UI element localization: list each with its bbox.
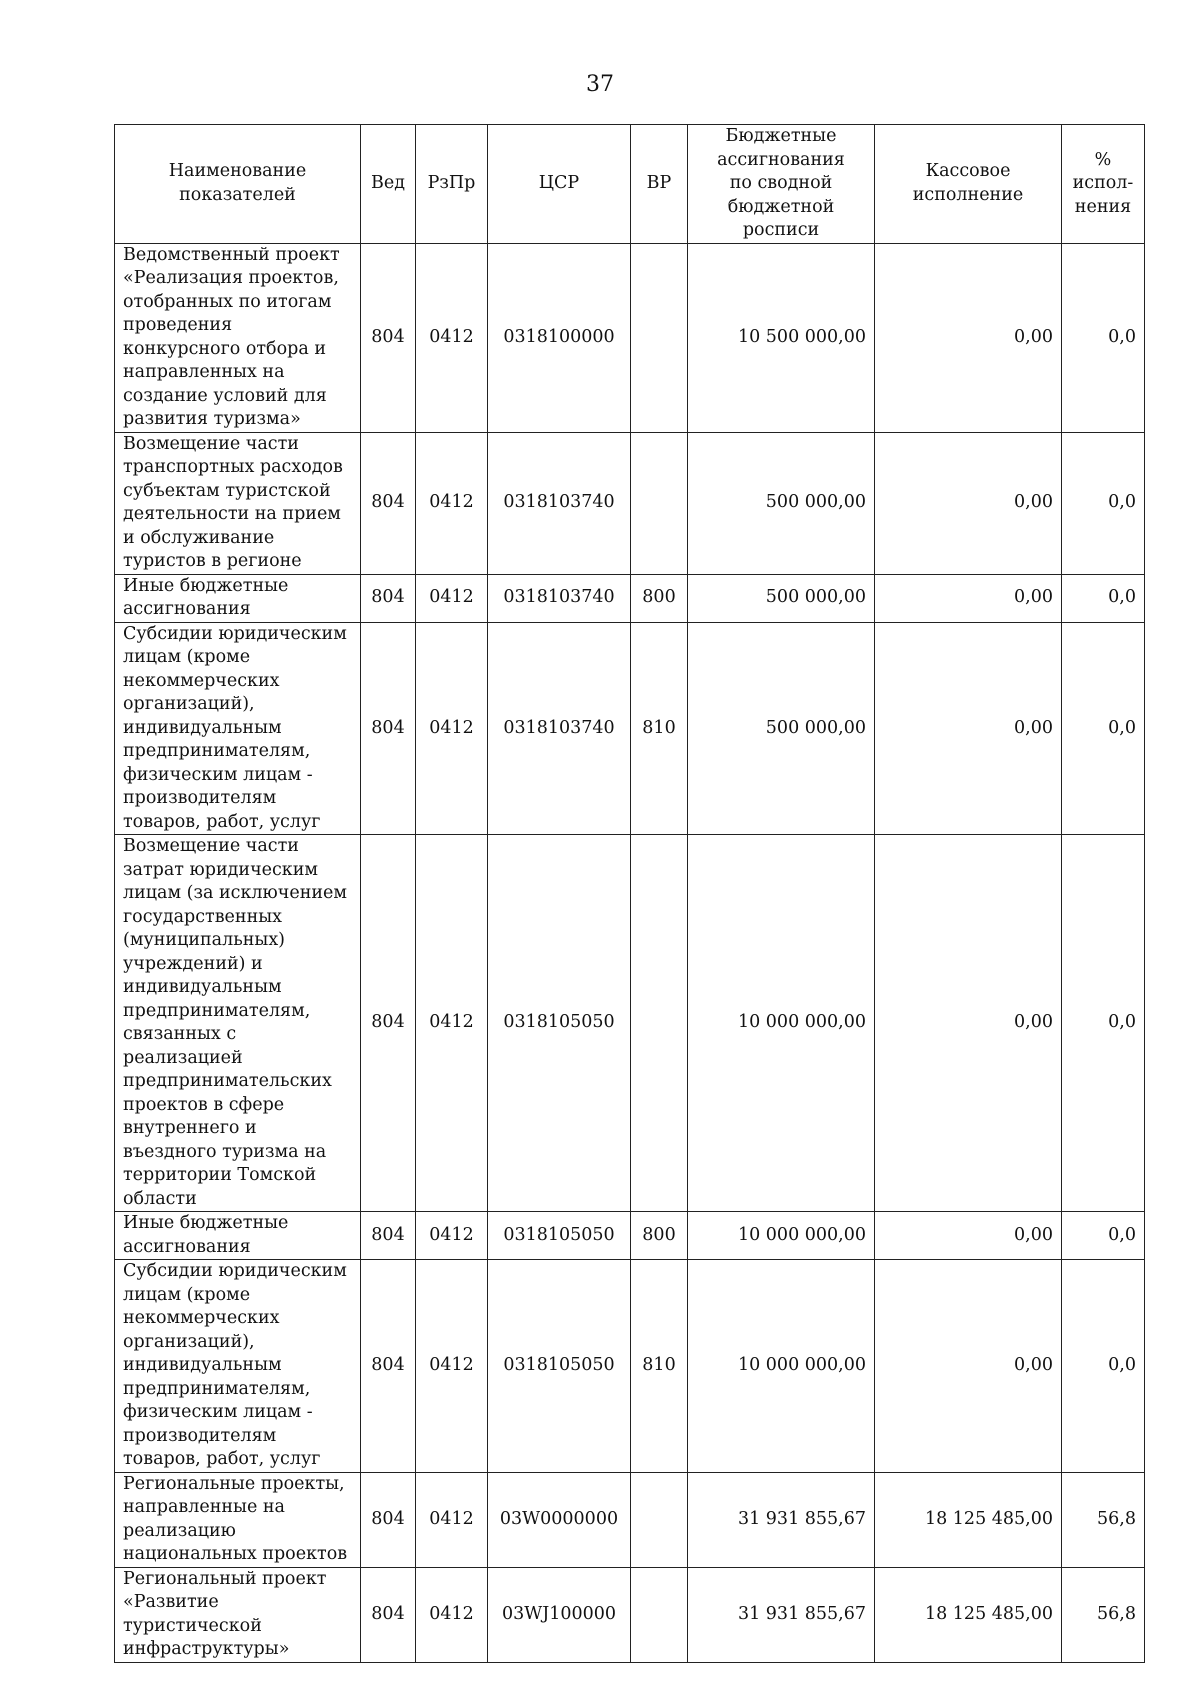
row-csr: 03W0000000 [488, 1472, 631, 1567]
header-vr: ВР [631, 125, 688, 244]
table-row [115, 1567, 1145, 1662]
table-row [115, 835, 1145, 1212]
row-cash: 0,00 [875, 835, 1062, 1212]
header-csr: ЦСР [488, 125, 631, 244]
header-pct: % испол-нения [1062, 125, 1145, 244]
header-rzpr: РзПр [416, 125, 488, 244]
row-ved: 804 [361, 835, 416, 1212]
row-budget: 31 931 855,67 [688, 1472, 875, 1567]
row-name: Возмещение части затрат юридическим лицам (за исключением государственных (муниципальных) учреждений) и индивидуальным предпринимателям, связанных с реализацией предпринимательских проектов в сфере внутреннего и въездного туризма на территории Томской области [115, 835, 361, 1212]
row-name: Субсидии юридическим лицам (кроме некоммерческих организаций), индивидуальным предпринимателям, физическим лицам - производителям товаров, работ, услуг [115, 622, 361, 835]
row-pct: 56,8 [1062, 1472, 1145, 1567]
row-name: Иные бюджетные ассигнования [115, 1212, 361, 1260]
row-ved: 804 [361, 1472, 416, 1567]
row-cash: 18 125 485,00 [875, 1472, 1062, 1567]
row-pct: 56,8 [1062, 1567, 1145, 1662]
row-budget: 500 000,00 [688, 574, 875, 622]
row-vr [631, 1567, 688, 1662]
row-rzpr: 0412 [416, 835, 488, 1212]
row-csr: 0318105050 [488, 1212, 631, 1260]
table-row [115, 1212, 1145, 1260]
row-ved: 804 [361, 243, 416, 432]
row-csr: 0318105050 [488, 1260, 631, 1473]
row-csr: 0318103740 [488, 574, 631, 622]
header-name: Наименование показателей [115, 125, 361, 244]
row-vr: 800 [631, 1212, 688, 1260]
table-row [115, 622, 1145, 835]
budget-execution-table [114, 124, 1145, 1663]
row-rzpr: 0412 [416, 432, 488, 574]
row-cash: 0,00 [875, 574, 1062, 622]
row-pct: 0,0 [1062, 1212, 1145, 1260]
row-csr: 0318103740 [488, 622, 631, 835]
table-row [115, 1472, 1145, 1567]
row-ved: 804 [361, 574, 416, 622]
row-pct: 0,0 [1062, 1260, 1145, 1473]
row-rzpr: 0412 [416, 243, 488, 432]
row-name: Региональный проект «Развитие туристической инфраструктуры» [115, 1567, 361, 1662]
row-budget: 10 500 000,00 [688, 243, 875, 432]
row-vr [631, 1472, 688, 1567]
row-ved: 804 [361, 432, 416, 574]
row-budget: 31 931 855,67 [688, 1567, 875, 1662]
header-budget: Бюджетные ассигнования по сводной бюджетной росписи [688, 125, 875, 244]
row-pct: 0,0 [1062, 432, 1145, 574]
row-cash: 18 125 485,00 [875, 1567, 1062, 1662]
header-cash: Кассовое исполнение [875, 125, 1062, 244]
row-name: Субсидии юридическим лицам (кроме некоммерческих организаций), индивидуальным предпринимателям, физическим лицам - производителям товаров, работ, услуг [115, 1260, 361, 1473]
row-vr: 800 [631, 574, 688, 622]
row-cash: 0,00 [875, 432, 1062, 574]
row-cash: 0,00 [875, 1260, 1062, 1473]
row-rzpr: 0412 [416, 574, 488, 622]
row-pct: 0,0 [1062, 835, 1145, 1212]
row-rzpr: 0412 [416, 1260, 488, 1473]
row-vr: 810 [631, 622, 688, 835]
table-row [115, 574, 1145, 622]
table-row [115, 1260, 1145, 1473]
row-cash: 0,00 [875, 1212, 1062, 1260]
row-vr [631, 432, 688, 574]
row-rzpr: 0412 [416, 622, 488, 835]
row-ved: 804 [361, 622, 416, 835]
row-vr [631, 835, 688, 1212]
header-ved: Вед [361, 125, 416, 244]
row-budget: 10 000 000,00 [688, 1212, 875, 1260]
row-name: Региональные проекты, направленные на реализацию национальных проектов [115, 1472, 361, 1567]
row-pct: 0,0 [1062, 622, 1145, 835]
row-budget: 10 000 000,00 [688, 1260, 875, 1473]
row-budget: 500 000,00 [688, 622, 875, 835]
row-name: Иные бюджетные ассигнования [115, 574, 361, 622]
row-name: Возмещение части транспортных расходов субъектам туристской деятельности на прием и обслуживание туристов в регионе [115, 432, 361, 574]
row-budget: 10 000 000,00 [688, 835, 875, 1212]
row-csr: 0318103740 [488, 432, 631, 574]
row-vr [631, 243, 688, 432]
row-cash: 0,00 [875, 243, 1062, 432]
row-rzpr: 0412 [416, 1567, 488, 1662]
row-pct: 0,0 [1062, 574, 1145, 622]
row-csr: 0318105050 [488, 835, 631, 1212]
row-ved: 804 [361, 1567, 416, 1662]
row-vr: 810 [631, 1260, 688, 1473]
row-ved: 804 [361, 1260, 416, 1473]
row-csr: 0318100000 [488, 243, 631, 432]
table-header-row [115, 125, 1145, 244]
table-row [115, 243, 1145, 432]
row-cash: 0,00 [875, 622, 1062, 835]
row-budget: 500 000,00 [688, 432, 875, 574]
row-csr: 03WJ100000 [488, 1567, 631, 1662]
page-number: 37 [586, 72, 614, 97]
row-name: Ведомственный проект «Реализация проектов, отобранных по итогам проведения конкурсного отбора и направленных на создание условий для развития туризма» [115, 243, 361, 432]
table-row [115, 432, 1145, 574]
row-rzpr: 0412 [416, 1212, 488, 1260]
row-pct: 0,0 [1062, 243, 1145, 432]
row-ved: 804 [361, 1212, 416, 1260]
row-rzpr: 0412 [416, 1472, 488, 1567]
